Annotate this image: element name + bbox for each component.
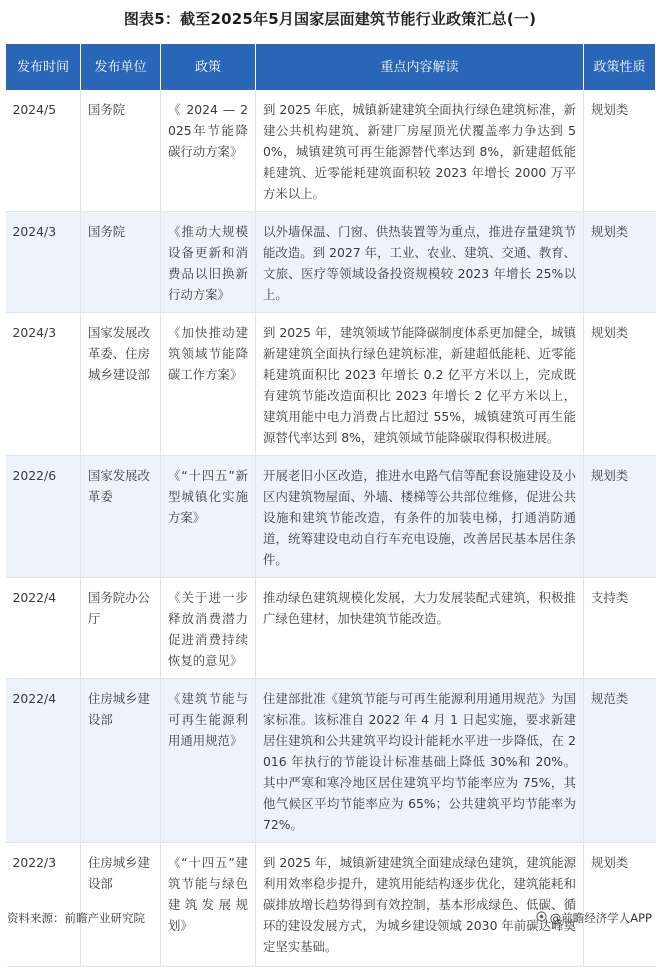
column-header-nature: 政策性质 [584,44,656,90]
cell-content: 住建部批准《建筑节能与可再生能源利用通用规范》为国家标准。该标准自 2022 年 4 月 1 日起实施，要求新建居住建筑和公共建筑平均设计能耗水平进一步降低，在 2016 年执行的节能设计标准基础上降低 30%和 20%。其中严寒和寒冷地区居住建筑平均节能率应为 75%，其他气候区平均节能率应为 65%；公共建筑平均节能率为 72%。 [256,679,584,843]
cell-issuer: 住房城乡建设部 [81,843,161,967]
cell-content: 开展老旧小区改造，推进水电路气信等配套设施建设及小区内建筑物屋面、外墙、楼梯等公共部位维修，促进公共设施和建筑节能改造，有条件的加装电梯，打通消防通道，统筹建设电动自行车充电设施，改善居民基本居住条件。 [256,456,584,578]
table-header-row [6,44,656,90]
cell-content: 到 2025 年，城镇新建建筑全面建成绿色建筑，建筑能源利用效率稳步提升，建筑用能结构逐步优化，建筑能耗和碳排放增长趋势得到有效控制，基本形成绿色、低碳、循环的建设发展方式，为城乡建设领域 2030 年前碳达峰奠定坚实基础。 [256,843,584,967]
cell-nature: 规划类 [584,843,656,967]
cell-date: 2024/5 [6,90,81,212]
cell-content: 以外墙保温、门窗、供热装置等为重点，推进存量建筑节能改造。到 2027 年，工业、农业、建筑、交通、教育、文旅、医疗等领域设备投资规模较 2023 年增长 25%以上。 [256,212,584,313]
cell-date: 2024/3 [6,313,81,456]
table-row [6,679,656,843]
cell-date: 2024/3 [6,212,81,313]
at-icon [536,911,547,925]
cell-issuer: 国务院 [81,212,161,313]
column-header-policy: 政策 [161,44,256,90]
cell-policy: 《加快推动建筑领域节能降碳工作方案》 [161,313,256,456]
cell-policy: 《“十四五”建筑节能与绿色建筑发展规划》 [161,843,256,967]
cell-policy: 《“十四五”新型城镇化实施方案》 [161,456,256,578]
cell-issuer: 国家发展改革委 [81,456,161,578]
cell-nature: 规范类 [584,679,656,843]
source-note: 资料来源：前瞻产业研究院 [7,911,145,925]
cell-policy: 《推动大规模设备更新和消费品以旧换新行动方案》 [161,212,256,313]
column-header-issuer: 发布单位 [81,44,161,90]
cell-issuer: 国务院 [81,90,161,212]
table-row [6,313,656,456]
page-title: 图表5：截至2025年5月国家层面建筑节能行业政策汇总(一) [123,9,537,28]
cell-date: 2022/6 [6,456,81,578]
cell-nature: 规划类 [584,90,656,212]
cell-nature: 规划类 [584,313,656,456]
table-row [6,212,656,313]
cell-nature: 支持类 [584,578,656,679]
brand-credit [536,910,652,926]
brand-label: @前瞻经济学人APP [549,911,652,925]
table-row [6,578,656,679]
cell-date: 2022/4 [6,578,81,679]
cell-nature: 规划类 [584,212,656,313]
table-row [6,90,656,212]
footer [0,910,660,930]
cell-issuer: 国务院办公厅 [81,578,161,679]
cell-policy: 《 2024 — 2025年节能降碳行动方案》 [161,90,256,212]
column-header-content: 重点内容解读 [256,44,584,90]
cell-date: 2022/4 [6,679,81,843]
column-header-date: 发布时间 [6,44,81,90]
table-row [6,456,656,578]
cell-content: 到 2025 年底，城镇新建建筑全面执行绿色建筑标准，新建公共机构建筑、新建厂房屋顶光伏覆盖率力争达到 50%，城镇建筑可再生能源替代率达到 8%，新建超低能耗建筑、近零能耗建筑面积较 2023 年增长 2000 万平方米以上。 [256,90,584,212]
cell-date: 2022/3 [6,843,81,967]
cell-issuer: 住房城乡建设部 [81,679,161,843]
cell-content: 推动绿色建筑规模化发展，大力发展装配式建筑，积极推广绿色建材，加快建筑节能改造。 [256,578,584,679]
cell-nature: 规划类 [584,456,656,578]
table-row [6,843,656,967]
cell-content: 到 2025 年，建筑领域节能降碳制度体系更加健全，城镇新建建筑全面执行绿色建筑标准，新建超低能耗、近零能耗建筑面积比 2023 年增长 0.2 亿平方米以上，完成既有建筑节能改造面积比 2023 年增长 2 亿平方米以上，建筑用能中电力消费占比超过 55%，城镇建筑可再生能源替代率达到 8%，建筑领域节能降碳取得积极进展。 [256,313,584,456]
cell-policy: 《关于进一步释放消费潜力促进消费持续恢复的意见》 [161,578,256,679]
cell-policy: 《建筑节能与可再生能源利用通用规范》 [161,679,256,843]
policy-table [5,44,656,967]
cell-issuer: 国家发展改革委、住房城乡建设部 [81,313,161,456]
